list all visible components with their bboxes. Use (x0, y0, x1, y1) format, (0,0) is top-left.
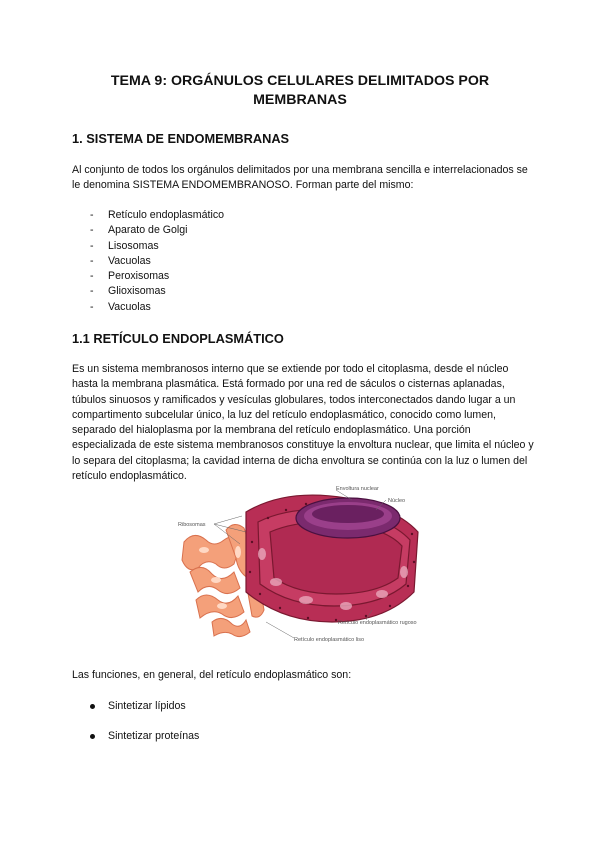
bullet-icon (90, 704, 95, 709)
list-item (72, 729, 199, 759)
label-rel: Retículo endoplasmático liso (294, 637, 365, 643)
label-rer: Retículo endoplasmático rugoso (338, 620, 417, 626)
page-title-line-1: TEMA 9: ORGÁNULOS CELULARES DELIMITADOS POR (110, 73, 490, 89)
function-text: Sintetizar proteínas (108, 730, 200, 742)
page-title-line-2: MEMBRANAS (253, 92, 347, 108)
functions-list (72, 699, 199, 759)
functions-intro: Las funciones, en general, del retículo endoplasmático son: (72, 669, 352, 681)
section-heading-endomembranas: 1. SISTEMA DE ENDOMEMBRANAS (72, 131, 290, 146)
list-item (72, 699, 199, 729)
function-text: Sintetizar lípidos (108, 700, 186, 712)
nucleus (296, 498, 400, 538)
list-item: - Vacuolas (72, 254, 224, 269)
section-heading-reticulo: 1.1 RETÍCULO ENDOPLASMÁTICO (72, 331, 284, 346)
organelle-list (72, 208, 224, 315)
reticulo-paragraph: Es un sistema membranosos interno que se extiende por todo el citoplasma, desde el núcleo hasta la membrana plasmática. Está formado por una red de sáculos o cisternas aplanadas, túbulos sinuosos y ramificados y vesículas globulares, todos interconectados dando lugar a un compartimento subcelular único, la luz del retículo endoplasmático, conocido como lumen, separado del hialoplasma por la membrana del retículo endoplasmático. Una porción especializada de este sistema membranosos constituye la envoltura nuclear, que limita el núcleo y lo separa del citoplasma; la cavidad interna de dicha envoltura se continúa con la luz o lumen del retículo endoplasmático. (72, 363, 534, 483)
list-item: - Retículo endoplasmático (72, 208, 224, 223)
intro-paragraph: Al conjunto de todos los orgánulos delimitados por una membrana sencilla e interrelacionados se le denomina SISTEMA ENDOMEMBRANOSO. Forman parte del mismo: (72, 164, 528, 192)
list-item: - Vacuolas (72, 300, 224, 315)
label-envoltura-nuclear: Envoltura nuclear (336, 486, 379, 492)
page-title (90, 72, 510, 110)
list-item: - Glioxisomas (72, 284, 224, 299)
list-item: - Lisosomas (72, 239, 224, 254)
bullet-icon (90, 734, 95, 739)
endoplasmic-reticulum-figure (176, 482, 432, 644)
list-item: - Aparato de Golgi (72, 223, 224, 238)
label-ribosomas: Ribosomas (178, 522, 206, 528)
er-illustration (176, 482, 432, 644)
list-item: - Peroxisomas (72, 269, 224, 284)
label-nucleo: Núcleo (388, 498, 406, 504)
